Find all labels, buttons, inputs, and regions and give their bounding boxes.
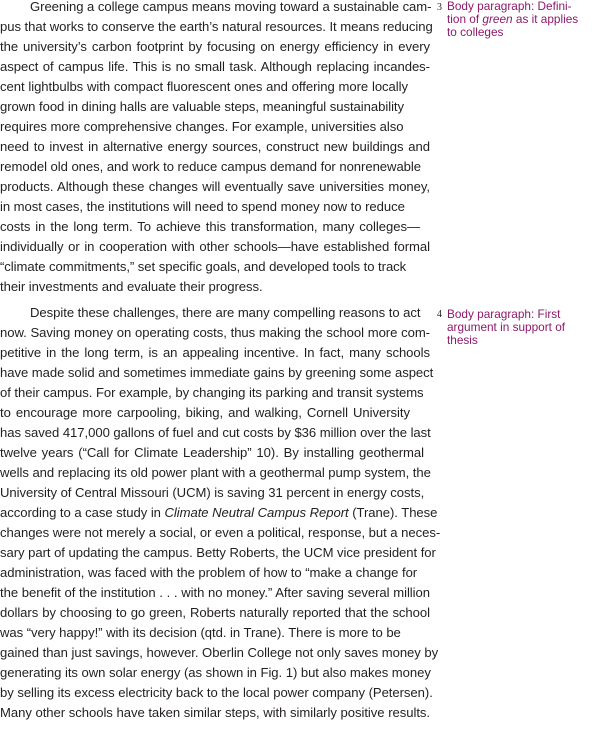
- annotation-line: to colleges: [447, 25, 504, 39]
- annotation-text: tion of: [447, 12, 483, 26]
- paragraph-line: generating its own solar energy (as shown in Fig. 1) but also makes money: [0, 665, 431, 680]
- paragraph-line: to encourage more carpooling, biking, and walking, Cornell University: [0, 405, 410, 420]
- paragraph-line: Many other schools have taken similar steps, with similarly positive results.: [0, 705, 430, 720]
- annotation-keyword: green: [482, 12, 513, 26]
- paragraph-line: twelve years (“Call for Climate Leadership” 10). By installing geothermal: [0, 445, 424, 460]
- paragraph-line: the benefit of the institution . . . with no money.” After saving several million: [0, 585, 430, 600]
- paragraph-line: has saved 417,000 gallons of fuel and cut costs by $36 million over the last: [0, 425, 431, 440]
- citation-lead-in: according to a case study in: [0, 505, 165, 520]
- paragraph-line: in most cases, the institutions will need to spend money now to reduce: [0, 199, 405, 214]
- paragraph-line: requires more comprehensive changes. For example, universities also: [0, 119, 404, 134]
- paragraph-number: 3: [437, 2, 442, 13]
- paragraph-line: have made solid and sometimes immediate gains by greening some aspect: [0, 365, 434, 380]
- paragraph-line: dollars by choosing to go green, Roberts naturally reported that the school: [0, 605, 430, 620]
- annotation-line: Body paragraph: First: [447, 307, 561, 321]
- annotation-text: as it applies: [512, 12, 579, 26]
- paragraph-line: Greening a college campus means moving toward a sustainable cam-: [30, 0, 432, 14]
- paragraph-line: by selling its excess electricity back to the local power company (Petersen).: [0, 685, 433, 700]
- paragraph-line: petitive in the long term, is an appealing incentive. In fact, many schools: [0, 345, 430, 360]
- paragraph-line: [0, 503, 438, 523]
- annotation-line: thesis: [447, 333, 478, 347]
- paragraph-line: sary part of updating the campus. Betty Roberts, the UCM vice president for: [0, 545, 436, 560]
- paragraph-line: of their campus. For example, by changing its parking and transit systems: [0, 385, 424, 400]
- paragraph-line: the university’s carbon footprint by focusing on energy efficiency in every: [0, 39, 430, 54]
- paragraph-line: “climate commitments,” set specific goals, and developed tools to track: [0, 259, 407, 274]
- paragraph-line: pus that works to conserve the earth’s natural resources. It means reducing: [0, 19, 433, 34]
- paragraph-line: individually or in cooperation with other schools—have established formal: [0, 239, 430, 254]
- paragraph-line: changes were not merely a social, or even a political, response, but a neces-: [0, 525, 441, 540]
- paragraph-number: 4: [437, 309, 442, 320]
- paragraph-line: need to invest in alternative energy sources, construct new buildings and: [0, 139, 430, 154]
- paragraph-line: cent lightbulbs with compact fluorescent ones and offering more locally: [0, 79, 408, 94]
- annotation-line: Body paragraph: Defini-: [447, 0, 572, 13]
- paragraph-line: University of Central Missouri (UCM) is saving 31 percent in energy costs,: [0, 485, 425, 500]
- paragraph-line: wells and replacing its old power plant with a geothermal pump system, the: [0, 465, 431, 480]
- citation-tail: (Trane). These: [348, 505, 438, 520]
- paragraph-line: costs in the long term. To achieve this transformation, many colleges—: [0, 219, 420, 234]
- margin-annotation-1: [447, 0, 587, 39]
- margin-annotation-2: [447, 308, 587, 347]
- paragraph-line: Despite these challenges, there are many compelling reasons to act: [30, 305, 421, 320]
- source-title: Climate Neutral Campus Report: [164, 505, 349, 520]
- paragraph-line: their investments and evaluate their progress.: [0, 279, 263, 294]
- paragraph-line: was “very happy!” with its decision (qtd. in Trane). There is more to be: [0, 625, 401, 640]
- paragraph-line: remodel old ones, and work to reduce campus demand for nonrenewable: [0, 159, 421, 174]
- paragraph-line: now. Saving money on operating costs, thus making the school more com-: [0, 325, 430, 340]
- annotation-line: argument in support of: [447, 320, 566, 334]
- paragraph-line: aspect of campus life. This is no small task. Although replacing incandes-: [0, 59, 430, 74]
- paragraph-line: grown food in dining halls are valuable steps, meaningful sustainability: [0, 99, 405, 114]
- paragraph-line: gained than just savings, however. Oberlin College not only saves money by: [0, 645, 439, 660]
- paragraph-line: administration, was faced with the problem of how to “make a change for: [0, 565, 418, 580]
- paragraph-line: products. Although these changes will eventually save universities money,: [0, 179, 430, 194]
